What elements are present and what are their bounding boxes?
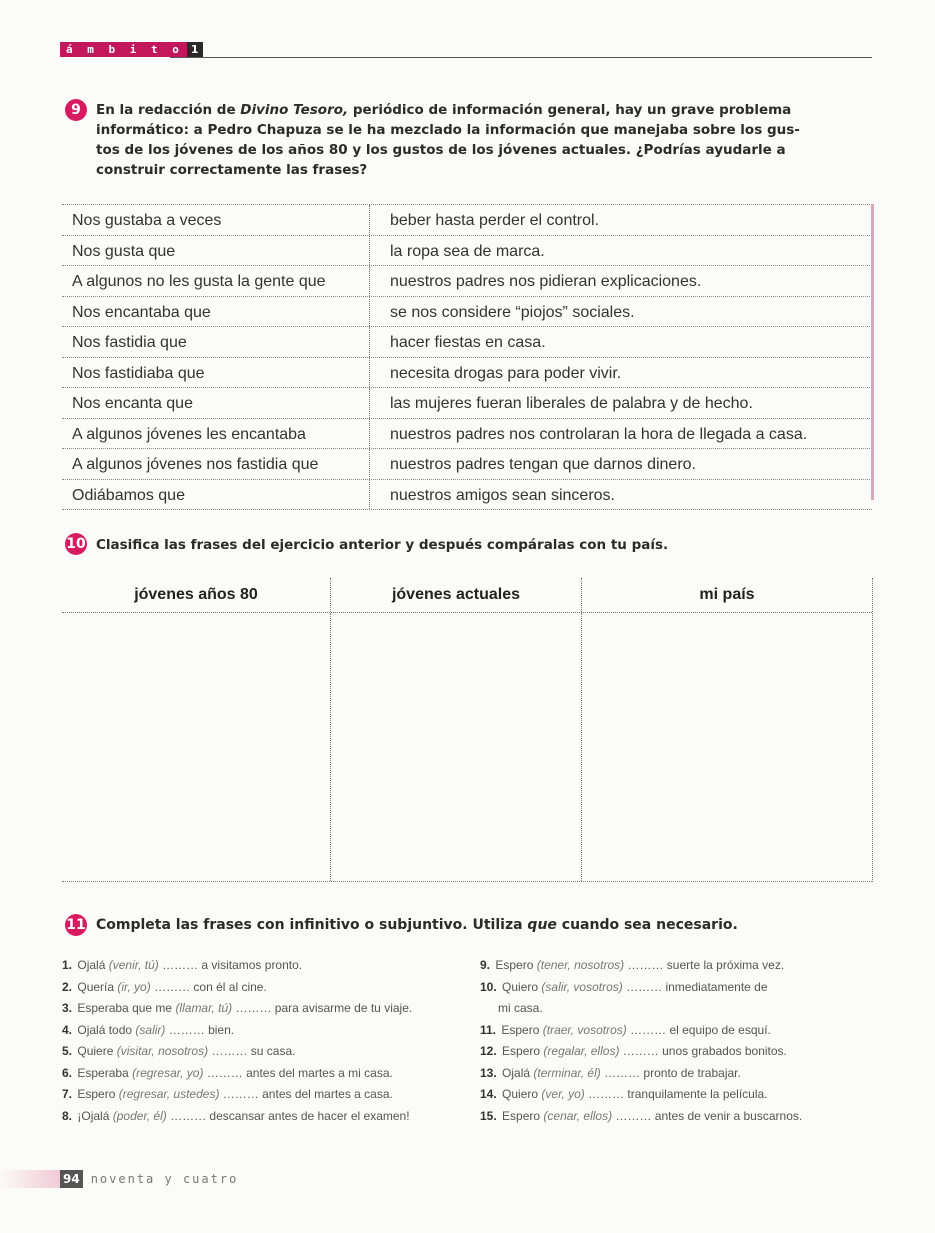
item-prefix: Quiere: [77, 1044, 114, 1058]
item-prefix: Ojalá todo: [77, 1022, 133, 1037]
answer-cell-80s[interactable]: [62, 613, 331, 881]
item-hint: (ir, yo): [117, 979, 151, 994]
exercise-item: [480, 979, 768, 995]
exercise-item: [480, 957, 784, 973]
item-prefix: mi casa.: [498, 1001, 543, 1015]
table-row: [62, 327, 872, 358]
exercise-9-text-after: periódico de información general, hay un grave problema: [348, 102, 792, 118]
item-number: 7.: [62, 1087, 73, 1101]
item-hint: (regalar, ellos): [543, 1044, 620, 1058]
exercise-11-number: 11: [65, 914, 87, 936]
exercise-item: [62, 1000, 412, 1016]
item-hint: (terminar, él): [533, 1065, 601, 1080]
sentence-end[interactable]: las mujeres fueran liberales de palabra y de hecho.: [369, 388, 872, 418]
exercise-item: [480, 1065, 741, 1081]
table-row: [62, 266, 872, 297]
sentence-end[interactable]: la ropa sea de marca.: [369, 236, 872, 266]
sentence-end[interactable]: se nos considere “piojos” sociales.: [369, 297, 872, 327]
table-row: [62, 297, 872, 328]
exercise-item: [62, 979, 267, 995]
item-number: 1.: [62, 958, 73, 972]
exercise-11-text-before: Completa las frases con infinitivo o subjuntivo. Utiliza: [96, 917, 528, 933]
item-prefix: Espero: [495, 958, 534, 972]
item-prefix: Ojalá: [502, 1065, 531, 1080]
exercise-9-number: 9: [65, 99, 87, 121]
item-hint: (poder, él): [112, 1108, 167, 1123]
exercise-9-text-before: En la redacción de: [96, 102, 241, 118]
exercise-item: [62, 1022, 234, 1038]
exercise-item: [498, 1000, 543, 1016]
sentence-end[interactable]: necesita drogas para poder vivir.: [369, 358, 872, 388]
section-number: 1: [187, 42, 203, 57]
section-header: [60, 42, 203, 57]
sentence-end[interactable]: beber hasta perder el control.: [369, 205, 872, 235]
footer-gradient-bar: [0, 1170, 62, 1188]
item-blank-and-suffix[interactable]: ……… con él al cine.: [154, 979, 267, 994]
exercise-11-text-italic: que: [527, 917, 557, 933]
page-number: 94: [60, 1170, 83, 1188]
exercise-item: [62, 1065, 393, 1081]
item-hint: (regresar, yo): [132, 1065, 204, 1080]
sentence-start[interactable]: Nos fastidia que: [72, 334, 187, 351]
item-blank-and-suffix[interactable]: ……… el equipo de esquí.: [630, 1022, 771, 1037]
item-hint: (visitar, nosotros): [116, 1044, 209, 1058]
item-prefix: Ojalá: [77, 958, 106, 972]
sentence-end[interactable]: nuestros padres nos controlaran la hora de llegada a casa.: [369, 419, 872, 449]
item-number: 3.: [62, 1001, 73, 1015]
exercise-item: [480, 1022, 771, 1038]
item-blank-and-suffix[interactable]: ……… descansar antes de hacer el examen!: [170, 1108, 410, 1123]
exercise-item: [62, 1108, 410, 1124]
sentence-end[interactable]: nuestros amigos sean sinceros.: [369, 480, 872, 510]
sentence-start[interactable]: A algunos jóvenes les encantaba: [72, 425, 306, 443]
item-hint: (ver, yo): [541, 1087, 585, 1101]
item-blank-and-suffix[interactable]: ……… inmediatamente de: [626, 979, 768, 994]
exercise-9-line-1: [96, 100, 876, 120]
item-number: 6.: [62, 1065, 73, 1080]
column-header-my-country: mi país: [699, 586, 755, 603]
item-blank-and-suffix[interactable]: ……… a visitamos pronto.: [162, 958, 303, 972]
exercise-9-text-italic: Divino Tesoro,: [240, 102, 349, 118]
item-prefix: Espero: [77, 1087, 116, 1101]
item-prefix: Espero: [502, 1108, 541, 1123]
item-blank-and-suffix[interactable]: ……… unos grabados bonitos.: [622, 1044, 787, 1058]
table-row: [62, 388, 872, 419]
item-number: 4.: [62, 1022, 73, 1037]
item-hint: (salir, vosotros): [541, 979, 623, 994]
item-blank-and-suffix[interactable]: ……… pronto de trabajar.: [604, 1065, 741, 1080]
exercise-9-line-4: construir correctamente las frases?: [96, 162, 368, 178]
table-row: [62, 449, 872, 480]
table-row: [62, 205, 872, 236]
item-blank-and-suffix[interactable]: ……… suerte la próxima vez.: [627, 958, 785, 972]
item-number: 2.: [62, 979, 73, 994]
item-number: 10.: [480, 979, 497, 994]
exercise-9-instructions: [96, 100, 876, 180]
sentence-end[interactable]: nuestros padres nos pidieran explicaciones.: [369, 266, 872, 296]
item-blank-and-suffix[interactable]: ……… antes de venir a buscarnos.: [615, 1108, 803, 1123]
sentence-start[interactable]: Nos fastidiaba que: [72, 364, 205, 382]
sentence-start[interactable]: Nos encanta que: [72, 395, 193, 412]
table-row: [62, 236, 872, 267]
item-blank-and-suffix[interactable]: ……… antes del martes a casa.: [222, 1087, 393, 1101]
item-number: 8.: [62, 1108, 73, 1123]
exercise-10-table-body: [62, 613, 872, 882]
exercise-10-instructions: Clasifica las frases del ejercicio anterior y después compáralas con tu país.: [96, 537, 669, 553]
page-number-words: noventa y cuatro: [90, 1172, 239, 1186]
item-prefix: ¡Ojalá: [77, 1108, 110, 1123]
sentence-start[interactable]: Nos gustaba a veces: [72, 212, 222, 229]
exercise-11-instructions: [96, 915, 856, 935]
sentence-end[interactable]: hacer fiestas en casa.: [369, 327, 872, 357]
answer-cell-my-country[interactable]: [582, 613, 872, 881]
item-number: 5.: [62, 1044, 73, 1058]
item-blank-and-suffix[interactable]: ……… su casa.: [211, 1044, 296, 1058]
item-number: 14.: [480, 1087, 497, 1101]
exercise-9-table-edge: [871, 204, 874, 500]
table-row: [62, 358, 872, 389]
item-blank-and-suffix[interactable]: ……… antes del martes a mi casa.: [206, 1065, 393, 1080]
item-blank-and-suffix[interactable]: ……… para avisarme de tu viaje.: [235, 1001, 413, 1015]
exercise-item: [62, 1043, 295, 1059]
item-hint: (tener, nosotros): [536, 958, 625, 972]
item-blank-and-suffix[interactable]: ……… tranquilamente la película.: [588, 1087, 768, 1101]
item-hint: (venir, tú): [108, 958, 159, 972]
exercise-item: [480, 1108, 802, 1124]
item-prefix: Esperaba: [77, 1065, 129, 1080]
column-header-current: jóvenes actuales: [331, 578, 582, 612]
answer-cell-current[interactable]: [331, 613, 582, 881]
item-prefix: Espero: [501, 1022, 540, 1037]
item-prefix: Quiero: [502, 1087, 539, 1101]
exercise-10-number: 10: [65, 533, 87, 555]
footer: [60, 1170, 238, 1188]
table-row: [62, 480, 872, 511]
item-blank-and-suffix[interactable]: ……… bien.: [168, 1022, 235, 1037]
exercise-item: [62, 1086, 393, 1102]
item-hint: (regresar, ustedes): [118, 1087, 220, 1101]
item-hint: (llamar, tú): [175, 1001, 233, 1015]
exercise-9-table: [62, 204, 872, 510]
item-number: 11.: [480, 1022, 497, 1037]
item-hint: (traer, vosotros): [542, 1022, 627, 1037]
item-number: 15.: [480, 1108, 497, 1123]
exercise-10-table: [62, 578, 873, 882]
exercise-9-line-2: informático: a Pedro Chapuza se le ha mezclado la información que manejaba sobre los gus-: [96, 122, 800, 138]
item-prefix: Esperaba que me: [77, 1001, 173, 1015]
item-prefix: Espero: [502, 1044, 541, 1058]
table-row: [62, 419, 872, 450]
header-rule: [170, 57, 872, 58]
sentence-start[interactable]: Nos encantaba que: [72, 303, 211, 321]
item-prefix: Quiero: [502, 979, 539, 994]
exercise-item: [62, 957, 302, 973]
section-word: á m b i t o: [60, 42, 187, 57]
exercise-10-table-header: [62, 578, 872, 613]
item-prefix: Quería: [77, 979, 115, 994]
column-header-80s: jóvenes años 80: [62, 578, 331, 612]
item-number: 9.: [480, 958, 491, 972]
sentence-start[interactable]: A algunos no les gusta la gente que: [72, 273, 326, 290]
sentence-end[interactable]: nuestros padres tengan que darnos dinero.: [369, 449, 872, 479]
sentence-start[interactable]: Nos gusta que: [72, 242, 176, 260]
sentence-start[interactable]: Odiábamos que: [72, 486, 185, 504]
item-hint: (cenar, ellos): [543, 1108, 613, 1123]
item-hint: (salir): [135, 1022, 166, 1037]
exercise-item: [480, 1086, 768, 1102]
item-number: 12.: [480, 1044, 497, 1058]
item-number: 13.: [480, 1065, 497, 1080]
exercise-11-text-after: cuando sea necesario.: [556, 917, 738, 933]
sentence-start[interactable]: A algunos jóvenes nos fastidia que: [72, 456, 319, 473]
exercise-9-line-3: tos de los jóvenes de los años 80 y los gustos de los jóvenes actuales. ¿Podrías ayudarle a: [96, 142, 786, 158]
exercise-item: [480, 1043, 787, 1059]
